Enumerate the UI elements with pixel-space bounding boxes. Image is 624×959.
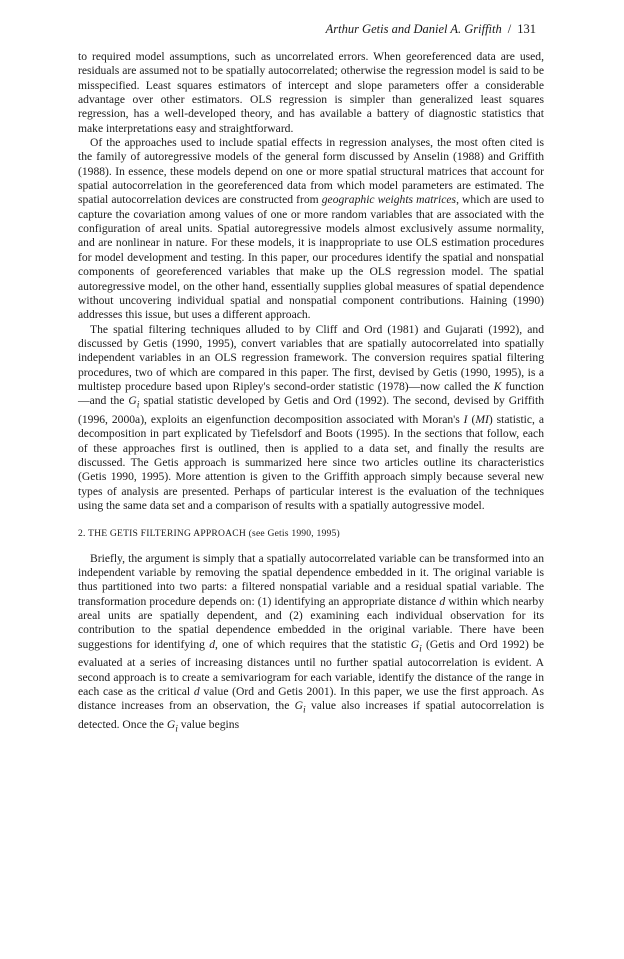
paragraph-2-italic-term: geographic weights matrices	[321, 193, 457, 207]
paragraph-2	[78, 136, 544, 322]
paragraph-4-text-c2: (Getis and Ord 1992) be evaluated at a series of increasing distances until no further spatial autocorrelation is evident. A second approach is to create a semivariogram for each variable, identify the distance of the range in each case as the critical	[78, 637, 544, 699]
gi-subscript: i	[419, 643, 422, 655]
gi-subscript: i	[303, 704, 306, 716]
paragraph-4-text-c: , one of which requires that the statistic	[214, 637, 411, 651]
gi-symbol: G	[294, 699, 304, 713]
gi-subscript: i	[175, 723, 178, 735]
gi-symbol: G	[128, 394, 137, 408]
section-note: (see Getis 1990, 1995)	[248, 528, 340, 540]
paragraph-3-text-c: spatial statistic developed by Getis and Ord (1992). The second, devised by Griffith (1996, 2000a), exploits an eigenfunction decomposition associated with Moran's	[78, 394, 545, 426]
paragraph-4-text-e: value also increases if spatial autocorrelation is detected. Once the	[78, 699, 545, 732]
gi-symbol: G	[166, 718, 176, 732]
k-function-symbol: K	[493, 379, 502, 393]
paragraph-4-text-d: value (Ord and Getis 2001). In this paper, we use the first approach. As distance increases from an observation, the	[78, 685, 544, 713]
paragraph-3-text-d: statistic, a decomposition in part explicated by Tiefelsdorf and Boots (1995). In the sections that follow, each of these approaches first is outlined, then is applied to a data set, and finally the results are discussed. The Getis approach is summarized here since two articles outline its characteristics (Getis 1990, 1995). More attention is given to the Griffith approach simply because several new types of analysis are presented. Perhaps of particular interest is the evaluation of the techniques using the same data set and a comparison of results with a spatially autogressive model.	[78, 412, 545, 512]
running-head	[78, 22, 536, 37]
distance-symbol: d	[193, 685, 200, 699]
running-head-authors: Arthur Getis and Daniel A. Griffith	[325, 22, 502, 36]
distance-symbol: d	[439, 594, 446, 608]
morans-i-symbol: I	[463, 412, 468, 426]
gi-subscript: i	[136, 399, 140, 411]
paragraph-4-text-a: Briefly, the argument is simply that a spatially autocorrelated variable can be transformed into an independent variable by removing the spatial dependence embedded in it. The original variable is thus partitioned into two parts: a filtered nonspatial variable and a residual spatial variable. The transformation procedure depends on: (1) identifying an appropriate distance	[78, 551, 544, 608]
paragraph-2-text-b: , which are used to capture the covariation among values of one or more random variables that are associated with the configuration of areal units. Spatial autoregressive models almost exclusively assume normality, and are nonlinear in nature. For these models, it is inappropriate to use OLS estimation procedures for model development and testing. In this paper, our procedures identify the spatial and nonspatial components of georeferenced variables that make up the OLS regression model. The spatial autoregressive model, on the other hand, essentially supplies global measures of spatial dependence without uncovering individual spatial and nonspatial component contributions. Haining (1990) addresses this issue, but uses a different approach.	[78, 193, 544, 322]
section-title: THE GETIS FILTERING APPROACH	[88, 528, 247, 540]
gi-symbol: G	[410, 637, 420, 651]
paragraph-3-text-b: function—and the	[78, 379, 544, 408]
paragraph-2-text-a: Of the approaches used to include spatial effects in regression analyses, the most often cited is the family of autoregressive models of the general form discussed by Anselin (1988) and Griffith (1988). In essence, these models depend on one or more spatial structural matrices that account for spatial autocorrelation in the georeferenced data from which model parameters are estimated. The spatial autocorrelation devices are constructed from	[78, 136, 544, 207]
paragraph-1	[78, 50, 544, 136]
paragraph-3: The spatial filtering techniques alluded to by Cliff and Ord (1981) and Gujarati (1992), and discussed by Getis (1990, 1995), convert variables that are spatially autocorrelated into spatially independent variables in an OLS regression framework. The conversion requires spatial filtering procedures, two of which are compared in this paper. The first, devised by Getis (1990, 1995), is a multistep procedure based upon Ripley's second-order statistic (1978)—now called the K function—and the $G_i$ spatial statistic developed by Getis and Ord (1992). The second, devised by Griffith (1996, 2000a), exploits an eigenfunction decomposition associated with Moran's I (MI) statistic, a decomposition in part explicated by Tiefelsdorf and Boots (1995). In the sections that follow, each of these approaches first is outlined, then is applied to a data set, and finally the results are discussed. The Getis approach is summarized here since two articles outline its characteristics (Getis 1990, 1995). More attention is given to the Griffith approach simply because several new types of analysis are presented. Perhaps of particular interest is the evaluation of the techniques using the same data set and a comparison of results with a spatially autogressive model.	[78, 322, 545, 512]
paragraph-4-text-b: within which nearby areal units are spatially dependent, and (2) examining each individual observation for its contribution to the spatial dependence embedded in the original variable. There have been suggestions for identifying	[78, 594, 545, 651]
running-head-separator: /	[507, 22, 512, 36]
paragraph-1-text: to required model assumptions, such as uncorrelated errors. When georeferenced data are used, residuals are assumed not to be spatially autocorrelated; otherwise the regression model is said to be misspecified. Least squares estimators of intercept and slope parameters offer a considerable advantage over other estimators. OLS regression is simpler than generalized least squares regression, has a well-developed theory, and has available a battery of diagnostic statistics that make interpretations easy and straightforward.	[78, 50, 544, 135]
paragraph-4	[78, 552, 544, 737]
paragraph-3-text-a: The spatial filtering techniques alluded to by Cliff and Ord (1981) and Gujarati (1992), and discussed by Getis (1990, 1995), convert variables that are spatially autocorrelated into spatially independent variables in an OLS regression framework. The conversion requires spatial filtering procedures, two of which are compared in this paper. The first, devised by Getis (1990, 1995), is a multistep procedure based upon Ripley's second-order statistic (1978)—now called the	[78, 322, 544, 393]
body-text	[78, 50, 544, 737]
distance-symbol: d	[209, 637, 215, 651]
paragraph-4-text-f: value begins	[177, 718, 240, 732]
section-number: 2.	[78, 528, 86, 540]
mi-symbol: MI	[475, 412, 489, 426]
section-heading	[78, 527, 544, 541]
page-number: 131	[517, 22, 536, 36]
